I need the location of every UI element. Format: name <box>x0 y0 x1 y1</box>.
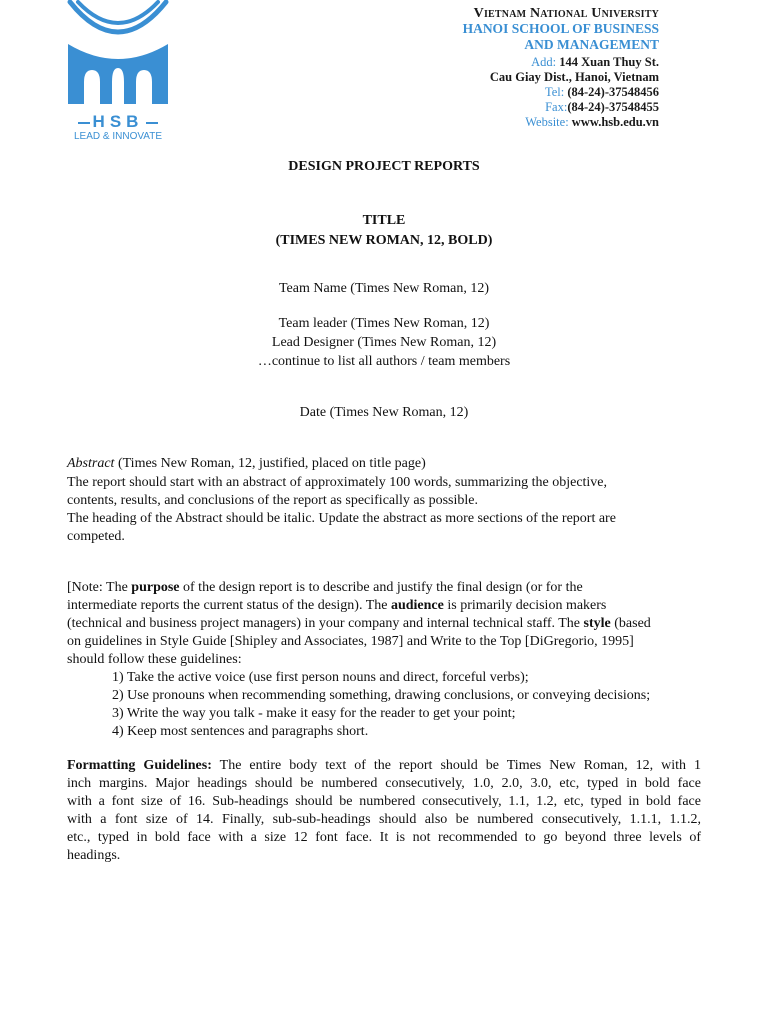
continue-list-note: …continue to list all authors / team members <box>257 354 511 369</box>
logo-tagline: LEAD & INNOVATE <box>74 131 162 142</box>
guidelines-list <box>112 669 701 741</box>
note-line2: intermediate reports the current status of the design). The audience is primarily decision makers <box>67 598 607 613</box>
date-line: Date (Times New Roman, 12) <box>299 405 469 420</box>
abstract-heading-line <box>67 455 701 473</box>
logo-wordmark <box>66 113 170 143</box>
address-line2: Cau Giay Dist., Hanoi, Vietnam <box>489 70 659 84</box>
fax-line <box>463 100 659 115</box>
tel-value: (84-24)-37548456 <box>567 85 659 99</box>
team-name: Team Name (Times New Roman, 12) <box>278 281 490 296</box>
letterhead-contact <box>463 6 659 130</box>
school-name-line2: AND MANAGEMENT <box>524 37 659 52</box>
abstract-p2-line2: competed. <box>67 529 125 544</box>
abstract-label: Abstract <box>67 456 115 471</box>
list-item: 4) Keep most sentences and paragraphs short. <box>112 724 369 739</box>
abstract-paragraph-1 <box>67 474 701 546</box>
university-name: Vietnam National University <box>473 6 659 21</box>
tel-line <box>463 85 659 100</box>
list-item: 3) Write the way you talk - make it easy for the reader to get your point; <box>112 706 516 721</box>
address-label: Add: <box>531 55 557 69</box>
abstract-p2-line1: The heading of the Abstract should be italic. Update the abstract as more sections of the report are <box>67 511 616 526</box>
fmt-line1: Formatting Guidelines: The entire body text of the report should be Times New Roman, 12, with 1 <box>67 758 701 773</box>
note-line3: (technical and business project managers) in your company and internal technical staff. The style (based <box>67 616 651 631</box>
formatting-label: Formatting Guidelines: <box>67 758 212 773</box>
website-value[interactable]: www.hsb.edu.vn <box>571 115 659 129</box>
website-label: Website: <box>525 115 569 129</box>
purpose-keyword: purpose <box>131 580 180 595</box>
logo-letters: HSB <box>92 112 144 131</box>
title-format-note: (TIMES NEW ROMAN, 12, BOLD) <box>275 233 493 248</box>
fmt-line6: headings. <box>67 848 121 863</box>
note-line5: should follow these guidelines: <box>67 652 242 667</box>
address-value: 144 Xuan Thuy St. <box>559 55 659 69</box>
abstract-note: (Times New Roman, 12, justified, placed on title page) <box>114 456 426 471</box>
list-item: 1) Take the active voice (use first person nouns and direct, forceful verbs); <box>112 670 529 685</box>
document-heading: DESIGN PROJECT REPORTS <box>288 159 480 174</box>
audience-keyword: audience <box>390 598 444 613</box>
note-line4: on guidelines in Style Guide [Shipley and Associates, 1987] and Write to the Top [DiGregorio, 1995] <box>67 634 634 649</box>
lead-designer: Lead Designer (Times New Roman, 12) <box>271 335 497 350</box>
abstract-p1-line2: contents, results, and conclusions of the report as specifically as possible. <box>67 493 478 508</box>
address-line <box>463 55 659 70</box>
tel-label: Tel: <box>544 85 565 99</box>
team-leader: Team leader (Times New Roman, 12) <box>278 316 490 331</box>
note-paragraph <box>67 579 701 669</box>
fmt-line4: with a font size of 14. Finally, sub-sub-headings should also be numbered consecutively, 1.1.1, 1.1.2, <box>67 812 701 827</box>
website-line <box>463 115 659 130</box>
formatting-guidelines <box>67 757 701 865</box>
school-name-line1: HANOI SCHOOL OF BUSINESS <box>462 21 659 36</box>
fmt-line2: inch margins. Major headings should be numbered consecutively, 1.0, 2.0, 3.0, etc, typed in bold face <box>67 776 701 791</box>
list-item: 2) Use pronouns when recommending something, drawing conclusions, or conveying decisions; <box>112 688 651 703</box>
note-line1: [Note: The purpose of the design report is to describe and justify the final design (or for the <box>67 580 583 595</box>
fax-label: Fax: <box>545 100 568 114</box>
abstract-p1-line1: The report should start with an abstract of approximately 100 words, summarizing the objective, <box>67 475 608 490</box>
fmt-line3: with a font size of 16. Sub-headings should be numbered consecutively, 1.1, 1.2, etc, typed in bold face <box>67 794 701 809</box>
title-placeholder: TITLE <box>362 213 406 228</box>
style-keyword: style <box>583 616 611 631</box>
fax-value: (84-24)-37548455 <box>567 100 659 114</box>
fmt-line5: etc., typed in bold face with a size 12 font face. It is not recommended to go beyond three levels of <box>67 830 701 845</box>
